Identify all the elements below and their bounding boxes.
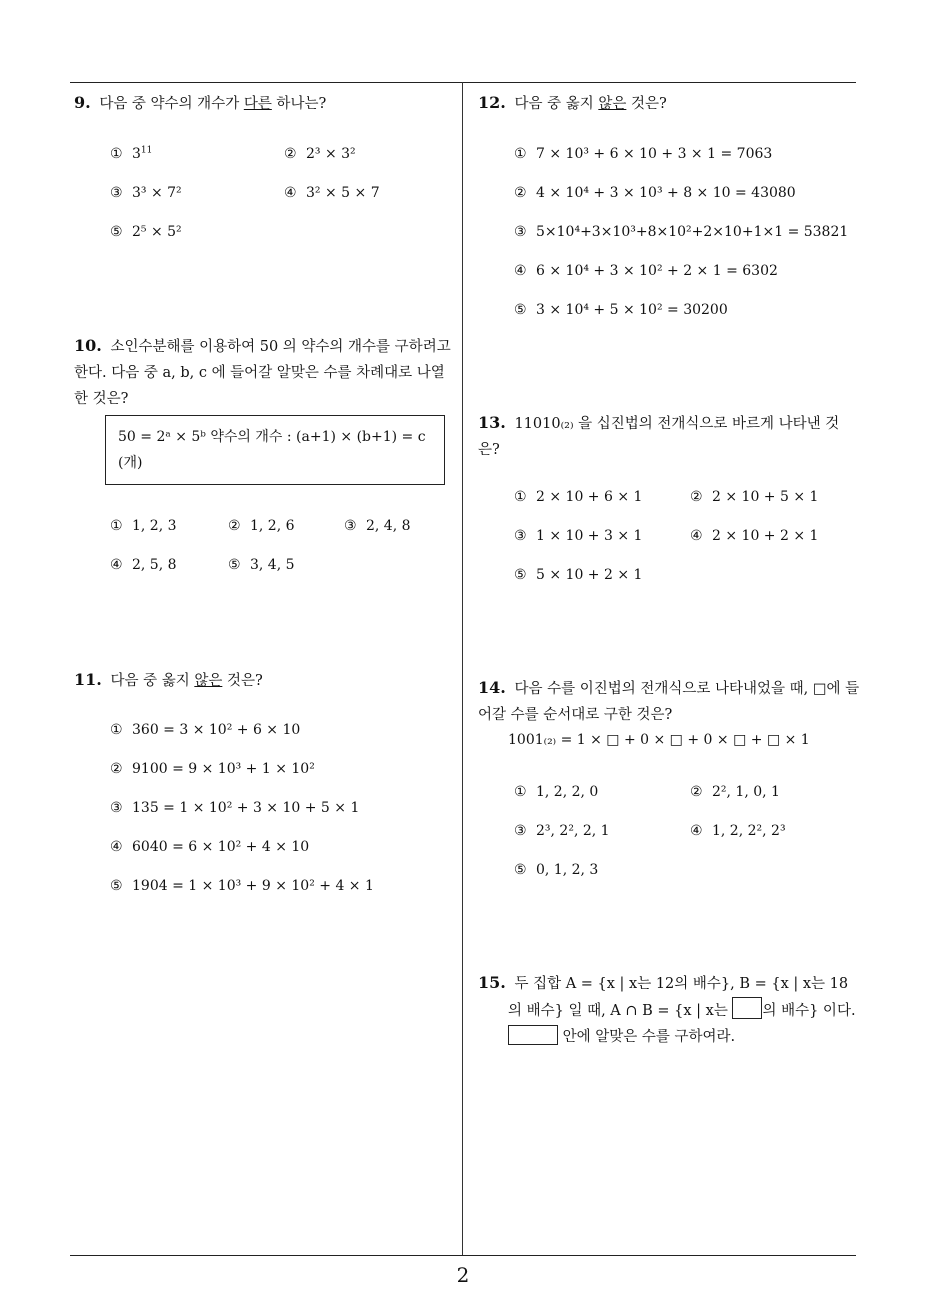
q10-option-5[interactable] [228,557,295,573]
q11-option-3[interactable] [110,800,359,816]
q12-option-2[interactable] [514,185,796,201]
option-mark: ② [514,185,527,201]
option-mark: ⑤ [514,862,527,878]
q14-option-5[interactable] [514,862,598,878]
q13-option-5[interactable] [514,567,642,583]
option-mark: ③ [514,528,527,544]
option-mark: ⑤ [514,567,527,583]
option-text: 1, 2, 6 [250,518,295,534]
option-mark: ② [690,784,703,800]
question-11-stem [74,667,454,694]
q13-option-1[interactable] [514,489,642,505]
q12-option-3[interactable] [514,224,848,240]
option-text: 6040 = 6 × 10² + 4 × 10 [132,839,310,855]
answer-blank[interactable] [732,997,762,1019]
option-text: 2², 1, 0, 1 [712,784,780,800]
q14-expression [508,732,810,748]
question-number: 11. [74,670,102,689]
option-text: 6 × 10⁴ + 3 × 10² + 2 × 1 = 6302 [536,263,778,279]
question-text: 의 배수} 일 때, A ∩ B = {x | x는 [508,1003,728,1019]
q11-option-4[interactable] [110,839,309,855]
option-text: 1, 2, 2², 2³ [712,823,786,839]
option-mark: ③ [344,518,357,534]
option-text: 1 × 10 + 3 × 1 [536,528,643,544]
box-text: 50 = 2ᵃ × 5ᵇ 약수의 개수 : (a+1) × (b+1) = c (개) [118,429,426,471]
option-text: 9100 = 9 × 10³ + 1 × 10² [132,761,315,777]
option-mark: ⑤ [514,302,527,318]
option-text: 2⁵ × 5² [132,224,182,240]
question-emphasis: 않은 [598,96,627,112]
option-mark: ④ [690,823,703,839]
expression-text: 1001₍₂₎ = 1 × □ + 0 × □ + 0 × □ + □ × 1 [508,732,810,748]
question-text: 다음 수를 이진법의 전개식으로 나타내었을 때, □에 들어갈 수를 순서대로 구한 것은? [478,681,860,723]
option-base: 3 [132,146,141,162]
option-mark: ① [110,722,123,738]
option-text: 3² × 5 × 7 [306,185,380,201]
bottom-rule [70,1255,856,1256]
option-text: 7 × 10³ + 6 × 10 + 3 × 1 = 7063 [536,146,773,162]
question-10-stem [74,333,458,412]
question-text: 11010₍₂₎ 을 십진법의 전개식으로 바르게 나타낸 것은? [478,416,840,458]
option-mark: ③ [514,823,527,839]
option-text: 2³, 2², 2, 1 [536,823,610,839]
option-mark: ① [514,489,527,505]
question-emphasis: 않은 [194,673,223,689]
question-text: 하나는? [271,96,327,112]
option-text: 0, 1, 2, 3 [536,862,599,878]
question-text: 것은? [222,673,263,689]
option-mark: ③ [514,224,527,240]
option-mark: ② [110,761,123,777]
option-mark: ② [228,518,241,534]
option-text: 2 × 10 + 5 × 1 [712,489,819,505]
question-number: 10. [74,336,102,355]
option-text: 2, 4, 8 [366,518,411,534]
question-text: 것은? [626,96,667,112]
q9-option-4[interactable] [284,185,380,201]
q10-option-3[interactable] [344,518,411,534]
option-text: 2³ × 3² [306,146,356,162]
q9-option-1[interactable] [110,146,152,162]
question-text: 다음 중 옳지 [514,96,599,112]
option-text: 3, 4, 5 [250,557,295,573]
question-emphasis: 다른 [243,96,272,112]
q11-option-2[interactable] [110,761,315,777]
q14-option-2[interactable] [690,784,780,800]
question-number: 14. [478,678,506,697]
option-text: 2 × 10 + 2 × 1 [712,528,819,544]
question-number: 12. [478,93,506,112]
q11-option-1[interactable] [110,722,300,738]
option-text: 2 × 10 + 6 × 1 [536,489,643,505]
option-mark: ② [690,489,703,505]
option-text: 5×10⁴+3×10³+8×10²+2×10+1×1 = 53821 [536,224,849,240]
option-mark: ⑤ [110,878,123,894]
question-text: 의 배수} 이다. [762,1003,856,1019]
q15-line-2 [478,997,860,1024]
option-text: 1, 2, 2, 0 [536,784,599,800]
option-mark: ① [110,146,123,162]
page-number: 2 [456,1263,470,1287]
q9-option-5[interactable] [110,224,182,240]
q13-option-4[interactable] [690,528,818,544]
q12-option-4[interactable] [514,263,778,279]
q14-option-3[interactable] [514,823,610,839]
option-text: 4 × 10⁴ + 3 × 10³ + 8 × 10 = 43080 [536,185,796,201]
q13-option-3[interactable] [514,528,642,544]
question-number: 15. [478,973,506,992]
question-9-stem [74,90,454,117]
answer-blank [508,1025,558,1045]
option-text: 1, 2, 3 [132,518,177,534]
option-mark: ④ [690,528,703,544]
option-exponent: 11 [140,145,153,156]
question-12-stem [478,90,858,117]
top-rule [70,82,856,83]
question-14-stem [478,675,860,728]
option-mark: ④ [514,263,527,279]
question-text: 두 집합 A = {x | x는 12의 배수}, B = {x | x는 18 [514,976,849,992]
question-text: 다음 중 약수의 개수가 [99,96,244,112]
option-text: 360 = 3 × 10² + 6 × 10 [132,722,301,738]
q12-option-1[interactable] [514,146,772,162]
q13-option-2[interactable] [690,489,818,505]
q15-line-3 [478,1024,860,1050]
option-mark: ⑤ [110,224,123,240]
q11-option-5[interactable] [110,878,374,894]
q10-option-1[interactable] [110,518,177,534]
q10-option-4[interactable] [110,557,177,573]
option-text: 3³ × 7² [132,185,182,201]
option-text: 135 = 1 × 10² + 3 × 10 + 5 × 1 [132,800,360,816]
q10-option-2[interactable] [228,518,295,534]
option-mark: ② [284,146,297,162]
question-number: 13. [478,413,506,432]
option-text: 3 × 10⁴ + 5 × 10² = 30200 [536,302,728,318]
q9-option-3[interactable] [110,185,182,201]
option-text: 5 × 10 + 2 × 1 [536,567,643,583]
question-number: 9. [74,93,91,112]
option-mark: ⑤ [228,557,241,573]
question-text: 안에 알맞은 수를 구하여라. [562,1029,736,1045]
q15-line-1 [478,970,860,997]
option-mark: ③ [110,185,123,201]
option-text: 1904 = 1 × 10³ + 9 × 10² + 4 × 1 [132,878,374,894]
q12-option-5[interactable] [514,302,728,318]
q10-given-box [105,415,445,485]
question-text: 다음 중 옳지 [110,673,195,689]
option-mark: ④ [284,185,297,201]
option-mark: ① [110,518,123,534]
option-mark: ① [514,146,527,162]
q9-option-2[interactable] [284,146,356,162]
question-13-stem [478,410,860,463]
option-mark: ④ [110,557,123,573]
column-divider [462,82,463,1256]
question-15-stem [478,970,860,1050]
q14-option-4[interactable] [690,823,786,839]
option-mark: ③ [110,800,123,816]
option-mark: ① [514,784,527,800]
q14-option-1[interactable] [514,784,598,800]
option-mark: ④ [110,839,123,855]
question-text: 소인수분해를 이용하여 50 의 약수의 개수를 구하려고 한다. 다음 중 a, b, c 에 들어갈 알맞은 수를 차례대로 나열한 것은? [74,339,451,407]
option-text: 2, 5, 8 [132,557,177,573]
